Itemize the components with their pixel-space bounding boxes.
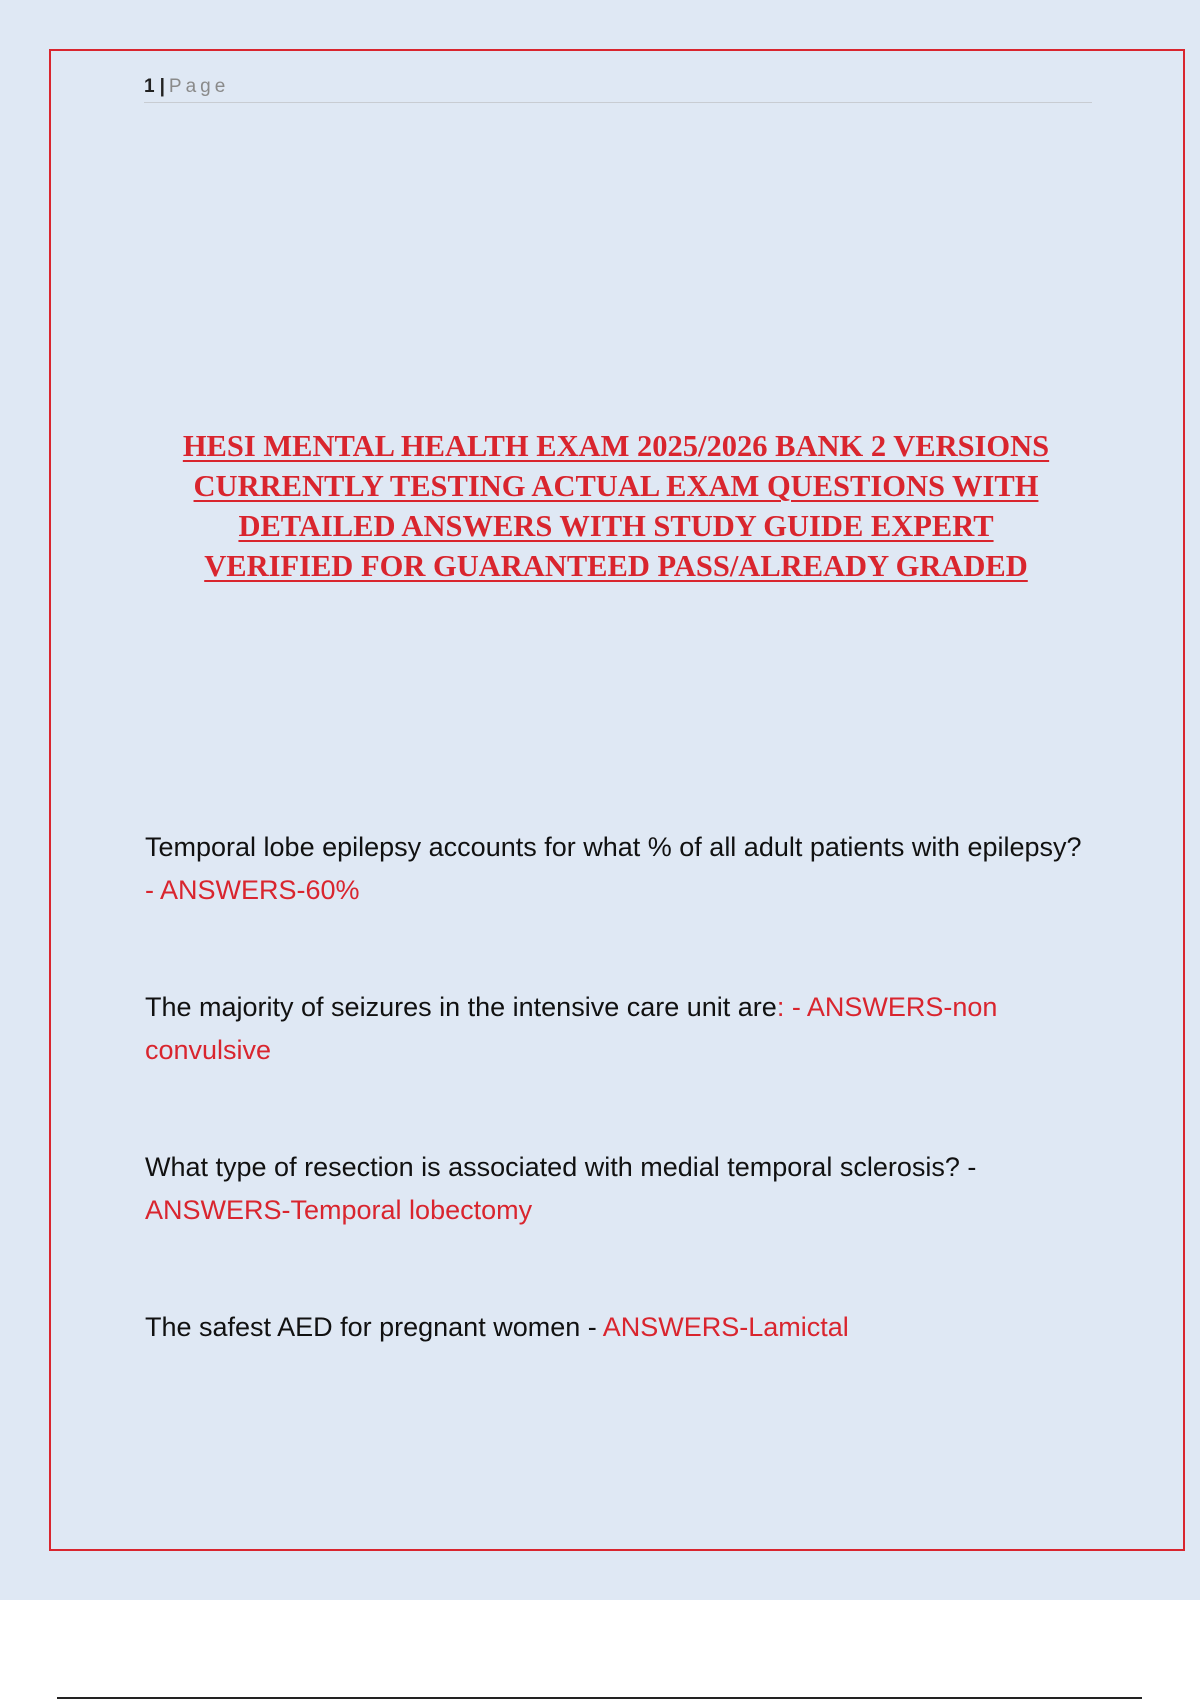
answer-text: ANSWERS-Lamictal (596, 1312, 849, 1342)
title-line: DETAILED ANSWERS WITH STUDY GUIDE EXPERT (238, 509, 994, 543)
answer-text: - ANSWERS-60% (145, 875, 360, 905)
page-separator: | (159, 76, 165, 97)
answer-text: ANSWERS-Temporal lobectomy (145, 1195, 533, 1225)
title-line: HESI MENTAL HEALTH EXAM 2025/2026 BANK 2 VERSIONS (182, 429, 1050, 463)
question-item (145, 1146, 1090, 1232)
question-list (145, 826, 1090, 1423)
question-text: Temporal lobe epilepsy accounts for what % of all adult patients with epilepsy? (145, 832, 1082, 862)
question-item (145, 986, 1090, 1072)
question-text: The safest AED for pregnant women - (145, 1312, 597, 1342)
title-line: CURRENTLY TESTING ACTUAL EXAM QUESTIONS WITH (193, 469, 1039, 503)
page-word: Page (168, 76, 230, 97)
question-item (145, 826, 1090, 912)
document-title (140, 426, 1092, 586)
answer-text: : - ANSWERS-non convulsive (145, 992, 998, 1065)
page-number: 1 (144, 76, 155, 97)
title-line: VERIFIED FOR GUARANTEED PASS/ALREADY GRADED (204, 549, 1028, 583)
question-text: The majority of seizures in the intensive care unit are (145, 992, 777, 1022)
footer-rule (57, 1697, 1142, 1699)
page-header (144, 72, 1092, 103)
question-text: What type of resection is associated with medial temporal sclerosis? - (145, 1152, 977, 1182)
question-item (145, 1306, 1090, 1349)
